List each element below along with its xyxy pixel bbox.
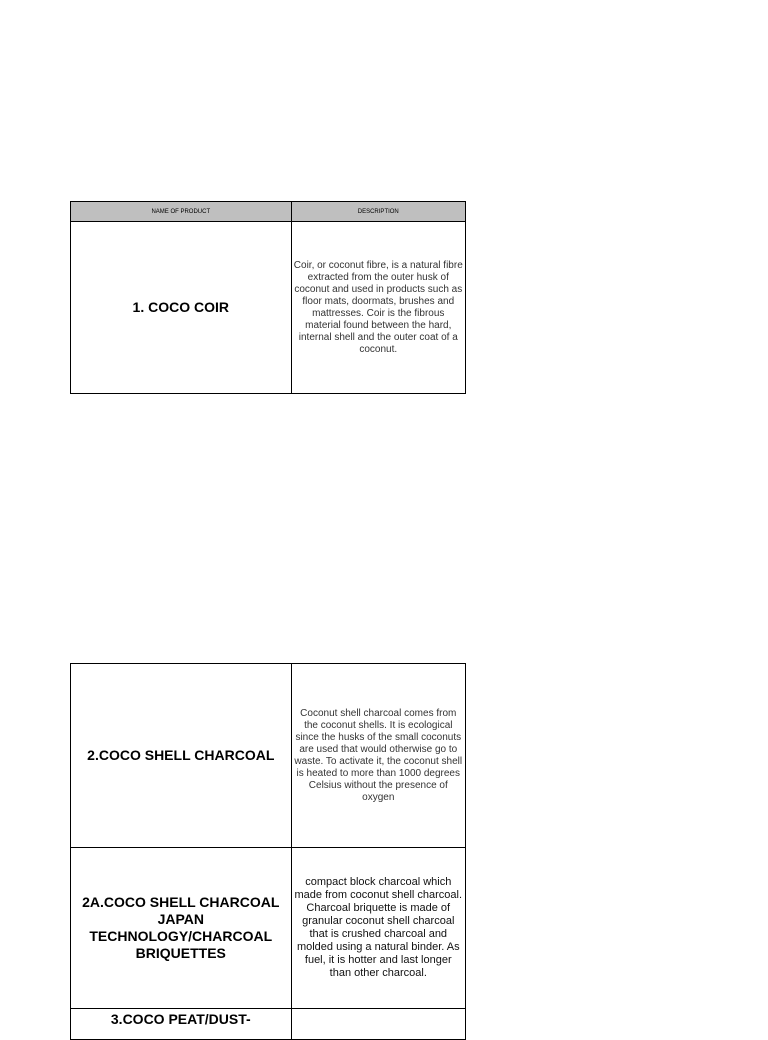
product-name-charcoal-briquettes xyxy=(71,848,292,1009)
table-row xyxy=(71,664,466,848)
product-name-coco-coir: 1. COCO COIR xyxy=(71,222,292,394)
table-header-row xyxy=(71,202,466,222)
description-text: compact block charcoal which made from coconut shell charcoal. Charcoal briquette is made of granular coconut shell charcoal that is crushed charcoal and molded using a natural binder. As fuel, it is hotter and last longer than other charcoal. xyxy=(294,876,463,979)
product-name-text: 3.COCO PEAT/DUST- xyxy=(110,1011,251,1027)
description-text: Coconut shell charcoal comes from the coconut shells. It is ecological since the husks of the small coconuts are used that would otherwise go to waste. To activate it, the coconut shell is heated to more than 1000 degrees Celsius without the presence of oxygen xyxy=(294,707,463,803)
table-row xyxy=(71,848,466,1009)
product-name-coco-shell-charcoal: 2.COCO SHELL CHARCOAL xyxy=(71,664,292,848)
product-name-coco-peat xyxy=(71,1009,292,1040)
table-row xyxy=(71,222,466,394)
product-description-coco-shell-charcoal xyxy=(291,664,465,848)
product-table-1 xyxy=(70,201,466,394)
product-table-2 xyxy=(70,663,466,1040)
header-name-of-product: NAME OF PRODUCT xyxy=(71,202,292,222)
product-name-text: 2A.COCO SHELL CHARCOAL JAPAN TECHNOLOGY/CHARCOAL BRIQUETTES xyxy=(82,894,280,961)
product-description-charcoal-briquettes xyxy=(291,848,465,1009)
table-row xyxy=(71,1009,466,1040)
description-text: Coir, or coconut fibre, is a natural fibre extracted from the outer husk of coconut and used in products such as floor mats, doormats, brushes and mattresses. Coir is the fibrous material found between the hard, internal shell and the outer coat of a coconut. xyxy=(293,259,463,355)
header-description: DESCRIPTION xyxy=(291,202,465,222)
product-description-coco-coir xyxy=(291,222,465,394)
product-description-coco-peat xyxy=(291,1009,465,1040)
